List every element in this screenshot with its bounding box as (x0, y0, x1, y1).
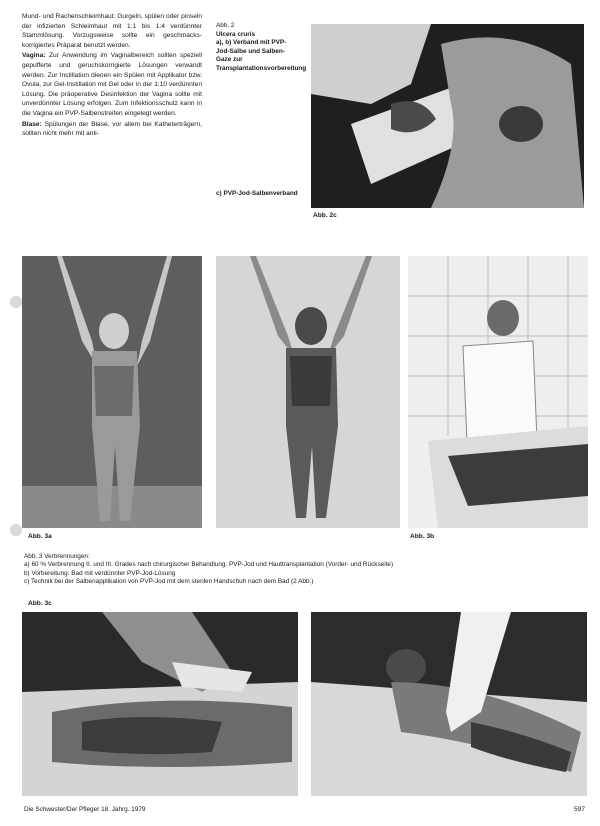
caption-abb3 (24, 553, 584, 587)
bladder-text: Spülungen der Blase, vor allem bei Katheterträgern, sollten nicht mehr mit anti- (22, 120, 202, 138)
caption-abb2 (216, 22, 307, 74)
abb2-subtitle: Ulcera cruris (216, 30, 256, 38)
bladder-label: Blase: (22, 120, 42, 128)
abb2-ab-text: a), b) Verband mit PVP-Jod-Salbe und Salben-Gaze zur Transplantationsvorbereitung (216, 39, 307, 72)
paragraph-vagina (22, 51, 202, 118)
abb2-title: Abb. 2 (216, 22, 235, 29)
label-abb2c: Abb. 2c (313, 212, 337, 219)
abb3-a: a) 60 % Verbrennung II. und III. Grades nach chirurgischer Behandlung. PVP-Jod und Hauttransplantation (Vorder- und Rückseite) (24, 561, 394, 569)
caption-abb2c: c) PVP-Jod-Salbenverband (216, 190, 298, 197)
vagina-text: Zur Anwendung im Vaginalbereich sollten speziell gepufferte und geruchskorrigierte Lösungen verwandt werden. Zur Instillation dienen ein Spülen mit Applikator bzw. Ovula, zur Gel-Instillation mit Gel oder in der 1:10 verdünnten Lösung. Die präoperative Desinfektion der Vagina sollte mit unverdünnter Lösung erfolgen. Zum Infektionsschutz kann in die Vagina ein PVP-Salbenstreifen eingelegt werden. (22, 52, 202, 117)
vagina-label: Vagina: (22, 52, 46, 60)
footer-journal: Die Schwester/Der Pfleger 18. Jahrg. 1979 (24, 806, 146, 813)
paragraph-mouth: Mund- und Rachenschleimhaut: Gurgeln, spülen oder pinseln der infizierten Schleimhaut mit 1:1 bis 1:4 verdünnter Stammlösung. Vorzugsweise sollte ein geschmacks-korrigiertes Präparat benutzt werden. (22, 13, 202, 49)
abb3-c: c) Technik bei der Salbenapplikation von PVP-Jod mit dem sterilen Handschuh nach dem Bad (2 Abb.) (24, 578, 314, 586)
photo-burn-back (216, 256, 400, 528)
photo-ointment-1 (22, 612, 298, 796)
label-abb3a: Abb. 3a (28, 533, 52, 540)
body-text-column (22, 12, 202, 140)
photo-ulcer (311, 24, 584, 208)
photo-ointment-2 (311, 612, 587, 796)
binder-hole-bottom (10, 524, 22, 536)
photo-burn-front (22, 256, 202, 528)
paragraph-bladder (22, 120, 202, 139)
label-abb3c: Abb. 3c (28, 600, 52, 607)
abb3-b: b) Vorbereitung: Bad mit verdünnter PVP-Jod-Lösung (24, 569, 176, 577)
abb3-title: Abb. 3 Verbrennungen: (24, 553, 90, 560)
label-abb3b: Abb. 3b (410, 533, 435, 540)
binder-hole-top (10, 296, 22, 308)
page-number: 597 (574, 806, 586, 813)
photo-bath (408, 256, 588, 528)
